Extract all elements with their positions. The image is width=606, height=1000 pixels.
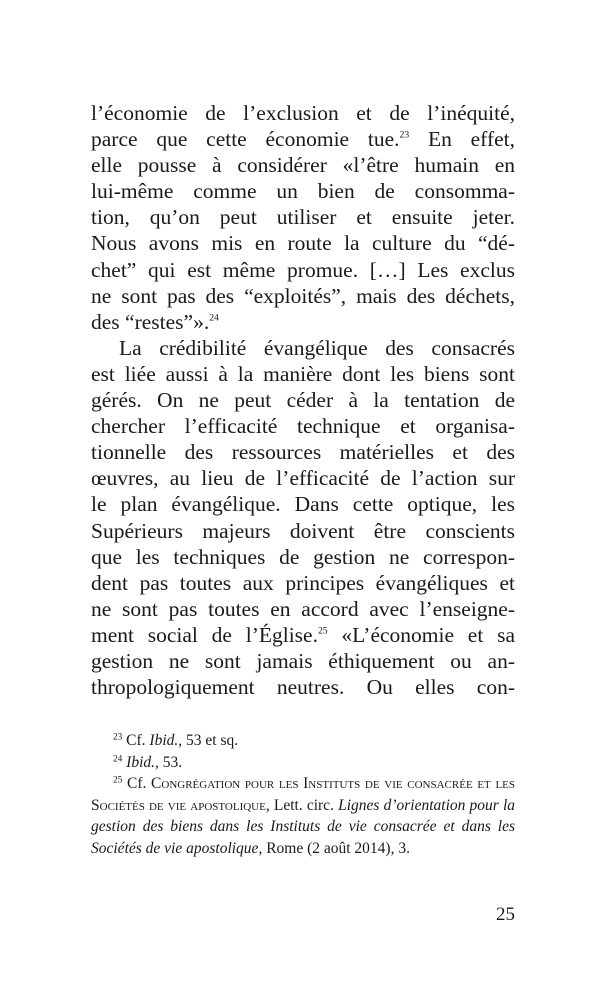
footnote-citation: Ibid. [149, 732, 179, 749]
footnote-number: 24 [113, 753, 123, 764]
text-line: En effet, [409, 127, 516, 152]
text-line: La crédibilité évangélique des consacrés [119, 335, 515, 360]
footnote-number: 23 [113, 732, 123, 743]
text-line: est liée aussi à la manière dont les biens sont [91, 361, 515, 386]
footnote-text: , Rome (2 août 2014), 3. [258, 839, 410, 857]
footnote-title: Lignes d’orientation pour la gestion des biens dans les Instituts de vie consacrée et dans les Sociétés de vie apostolique [91, 796, 515, 857]
text-line: dent pas toutes aux principes évangéliques et [91, 570, 515, 595]
text-line: lui-même comme un bien de consomma- [91, 179, 515, 204]
footnote-author: Congrégation pour les Instituts de vie consacrée et les Sociétés de vie apostolique [91, 775, 516, 814]
text-line: thropologiquement neutres. Ou elles con- [91, 675, 515, 700]
text-line: l’économie de l’exclusion et de l’inéquité, [91, 101, 515, 125]
text-line: ment social de l’Église. [91, 622, 318, 647]
text-line: «L’économie et sa [327, 622, 515, 647]
footnotes [91, 730, 515, 859]
footnote-text: , 53. [155, 753, 183, 771]
footnote-citation: Ibid. [126, 753, 156, 771]
text-line: gérés. On ne peut céder à la tentation de [91, 388, 515, 413]
footnote-ref-23[interactable]: 23 [399, 129, 410, 141]
footnote-24 [91, 752, 515, 774]
text-line: ne sont pas toutes en accord avec l’enseigne- [91, 596, 515, 621]
paragraph-1 [91, 100, 515, 309]
text-line: le plan évangélique. Dans cette optique, les [91, 492, 515, 517]
footnote-ref-25[interactable]: 25 [317, 625, 328, 637]
text-line: Nous avons mis en route la culture du “dé- [91, 231, 515, 256]
paragraph-1-end [91, 309, 515, 335]
text-line: tionnelle des ressources matérielles et des [91, 440, 515, 465]
text-line: Supérieurs majeurs doivent être conscients [91, 518, 515, 543]
text-line: tion, qu’on peut utiliser et ensuite jeter. [91, 205, 515, 230]
text-line: chercher l’efficacité technique et organisa- [91, 414, 515, 439]
body-text [91, 100, 515, 700]
footnote-text: , 53 et sq. [178, 732, 239, 749]
footnote-25 [91, 773, 515, 859]
text-line: parce que cette économie tue. [91, 127, 400, 152]
text-line: des “restes”». [91, 309, 210, 334]
footnote-23 [91, 730, 515, 752]
text-line: chet” qui est même promue. […] Les exclus [91, 257, 515, 282]
text-line: ne sont pas des “exploités”, mais des déchets, [91, 283, 515, 308]
footnote-ref-24[interactable]: 24 [209, 312, 219, 324]
footnote-number: 25 [113, 775, 123, 786]
text-line: elle pousse à considérer «l’être humain en [91, 153, 515, 178]
page-number: 25 [496, 904, 515, 925]
footnote-text: Cf. [126, 732, 150, 749]
text-line: œuvres, au lieu de l’efficacité de l’action sur [91, 466, 515, 491]
text-line: gestion ne sont jamais éthiquement ou an- [91, 648, 515, 673]
footnote-text: , Lett. circ. [265, 796, 339, 814]
paragraph-2 [91, 335, 515, 700]
footnote-text: Cf. [126, 775, 152, 792]
text-line: que les techniques de gestion ne correspon- [91, 544, 515, 569]
